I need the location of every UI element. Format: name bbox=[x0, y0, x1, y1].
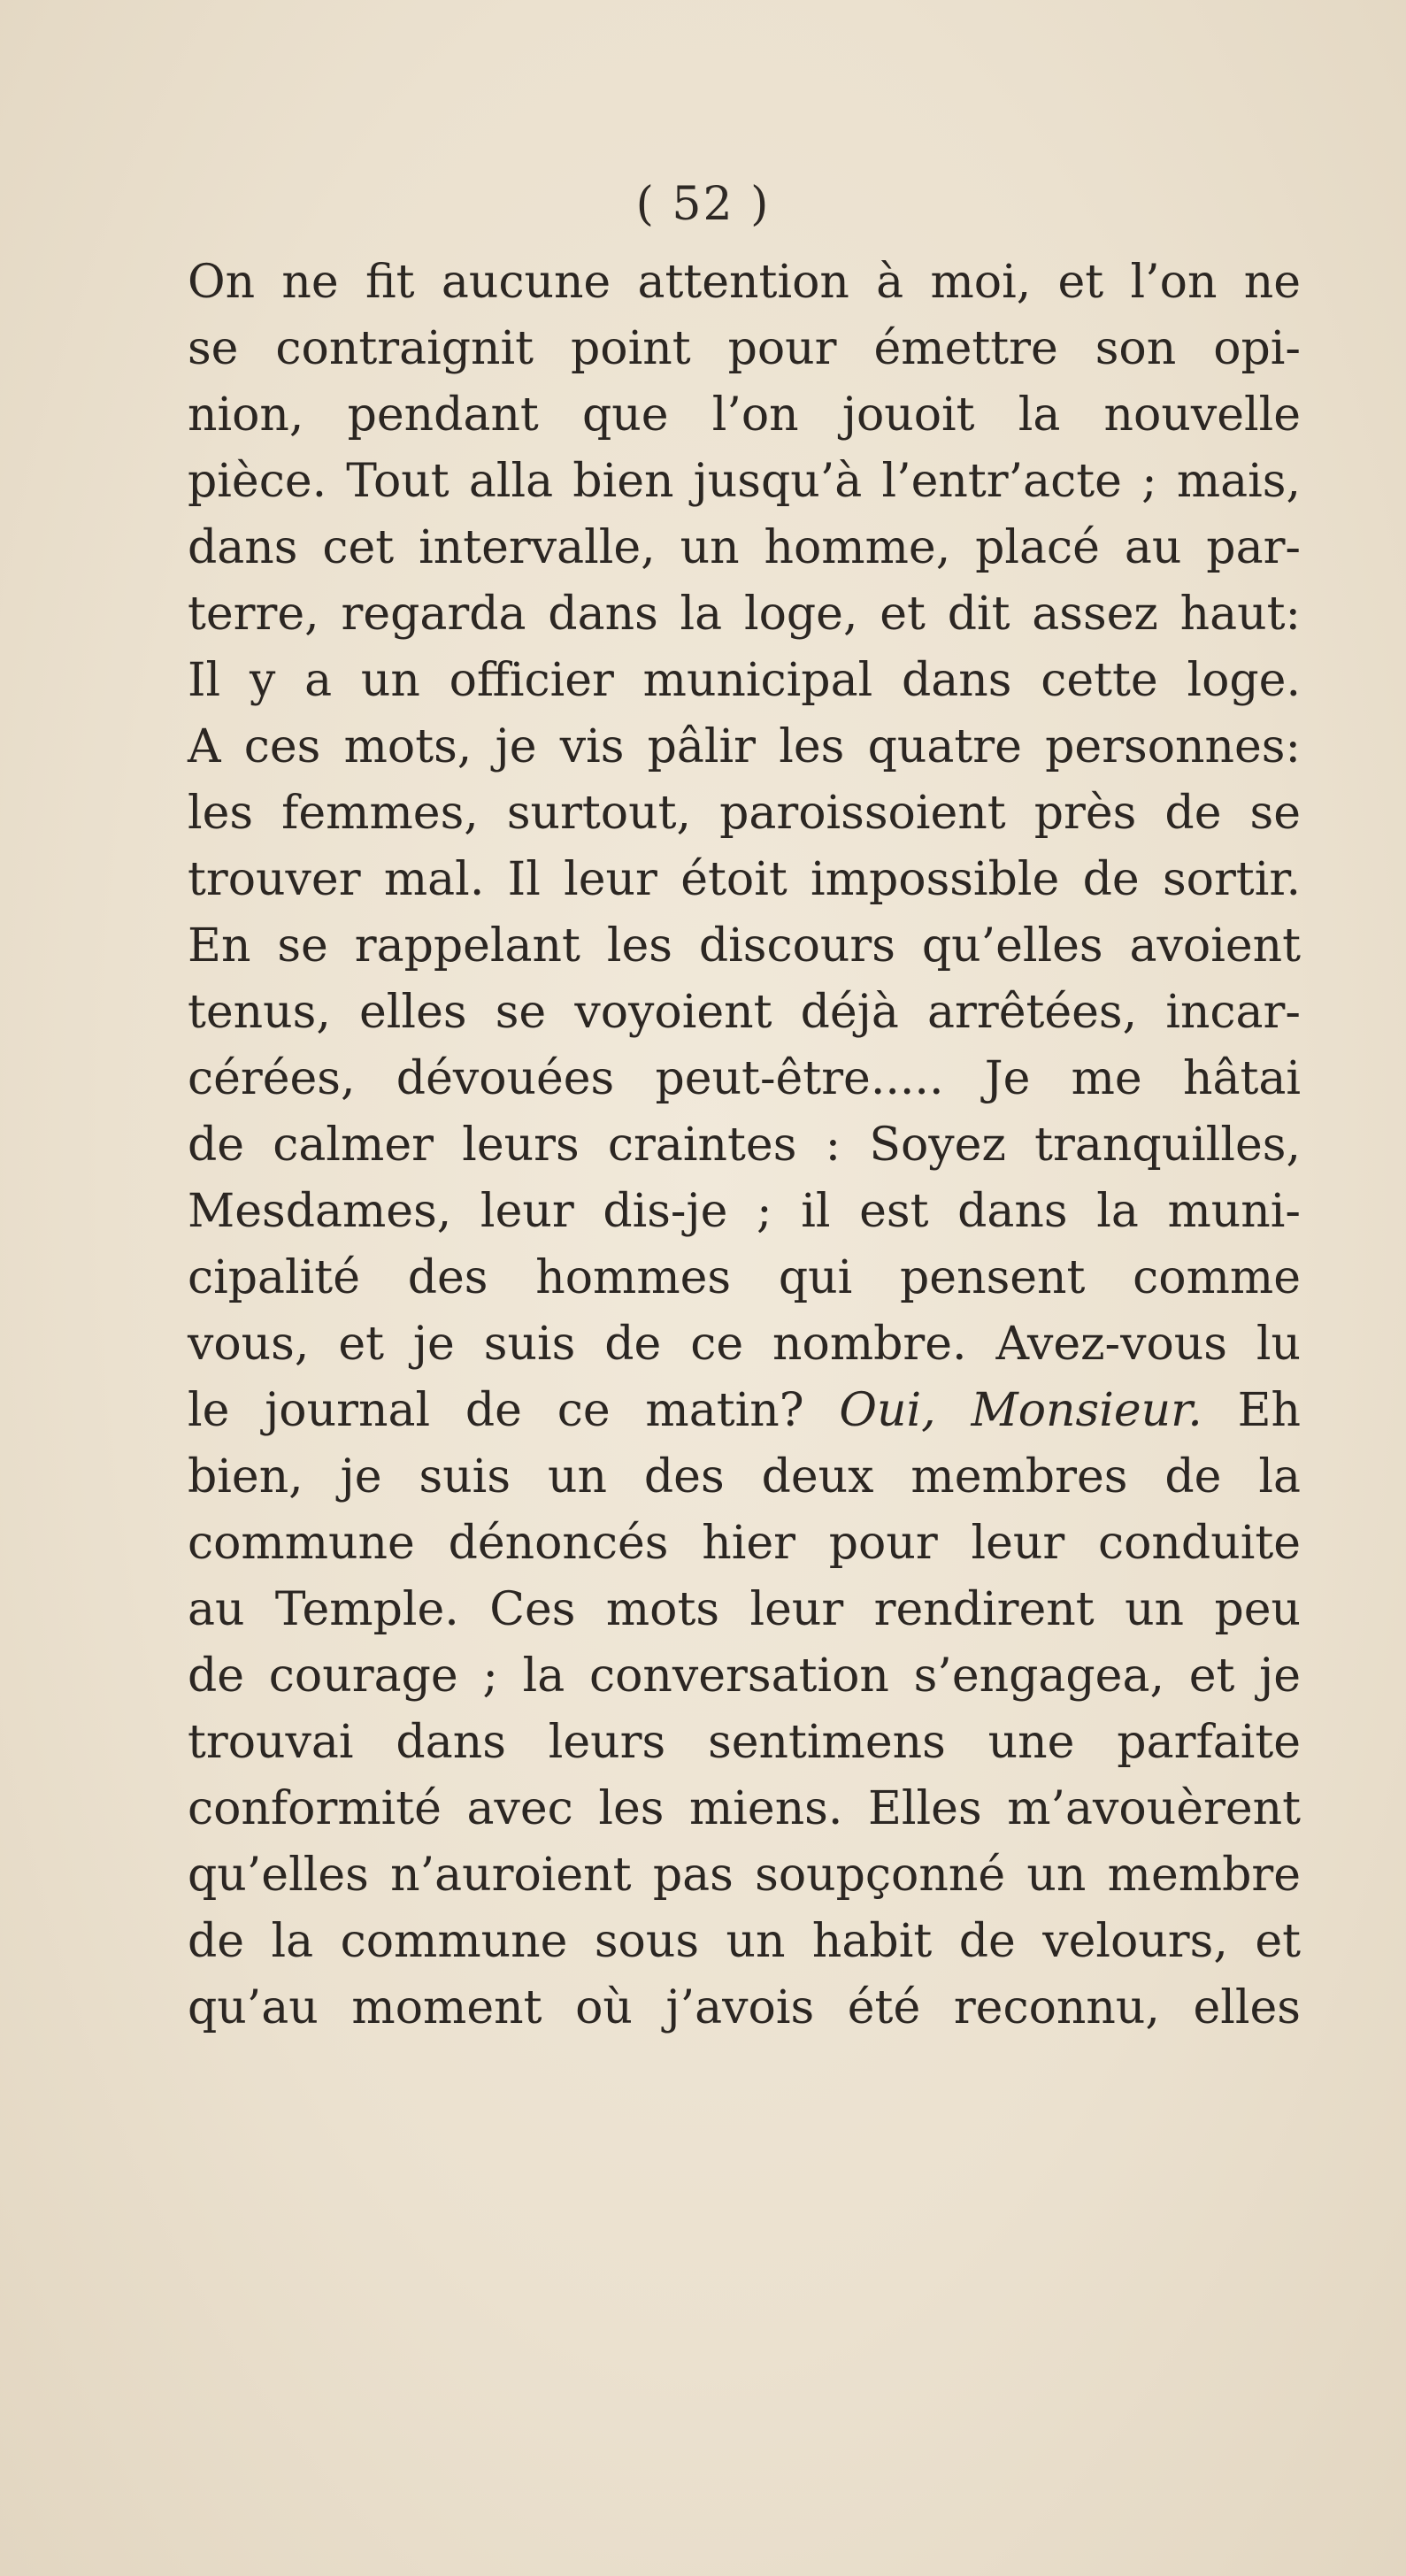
text-line-9: les femmes, surtout, paroissoient près de se bbox=[188, 787, 1301, 840]
text-line-11: En se rappelant les discours qu’elles avoient bbox=[188, 919, 1301, 973]
text-line-4: pièce. Tout alla bien jusqu’à l’entr’acte ; mais, bbox=[188, 455, 1301, 508]
text-line-3: nion, pendant que l’on jouoit la nouvelle bbox=[188, 388, 1301, 442]
text-line-13: cérées, dévouées peut-être..... Je me hâtai bbox=[188, 1052, 1301, 1105]
text-line-19: bien, je suis un des deux membres de la bbox=[188, 1450, 1301, 1503]
text-line-14: de calmer leurs craintes : Soyez tranquilles, bbox=[188, 1119, 1301, 1172]
text-line-25: qu’elles n’auroient pas soupçonné un membre bbox=[188, 1849, 1301, 1902]
text-line-6: terre, regarda dans la loge, et dit assez haut: bbox=[188, 588, 1301, 641]
text-line-7: Il y a un officier municipal dans cette loge. bbox=[188, 654, 1301, 707]
text-line-20: commune dénoncés hier pour leur conduite bbox=[188, 1517, 1301, 1570]
text-line-21: au Temple. Ces mots leur rendirent un peu bbox=[188, 1583, 1301, 1636]
text-line-17: vous, et je suis de ce nombre. Avez-vous lu bbox=[188, 1318, 1301, 1371]
body-text bbox=[188, 250, 1301, 2042]
text-line-24: conformité avec les miens. Elles m’avouèrent bbox=[188, 1782, 1301, 1835]
text-line-5: dans cet intervalle, un homme, placé au par- bbox=[188, 521, 1301, 574]
text-line-12: tenus, elles se voyoient déjà arrêtées, incar- bbox=[188, 986, 1301, 1039]
text-line-23: trouvai dans leurs sentimens une parfaite bbox=[188, 1716, 1301, 1769]
text-line-8: A ces mots, je vis pâlir les quatre personnes: bbox=[188, 720, 1301, 773]
text-line-22: de courage ; la conversation s’engagea, et je bbox=[188, 1649, 1301, 1703]
text-line-16: cipalité des hommes qui pensent comme bbox=[188, 1251, 1301, 1304]
italic-reply: Oui, Monsieur. bbox=[839, 1384, 1202, 1437]
page-number: ( 52 ) bbox=[635, 178, 771, 231]
text-line-2: se contraignit point pour émettre son opi- bbox=[188, 322, 1301, 375]
text-line-26: de la commune sous un habit de velours, et bbox=[188, 1915, 1301, 1968]
text-line-27: qu’au moment où j’avois été reconnu, elles bbox=[188, 1981, 1301, 2034]
text-line-18-end: Eh bbox=[1237, 1384, 1302, 1437]
text-line-10: trouver mal. Il leur étoit impossible de sortir. bbox=[188, 853, 1301, 906]
text-line-18-start: le journal de ce matin? bbox=[188, 1384, 804, 1437]
text-line-1: On ne fit aucune attention à moi, et l’on ne bbox=[188, 256, 1301, 309]
text-line-15: Mesdames, leur dis-je ; il est dans la muni- bbox=[188, 1185, 1301, 1238]
text-line-18 bbox=[188, 1378, 1301, 1444]
